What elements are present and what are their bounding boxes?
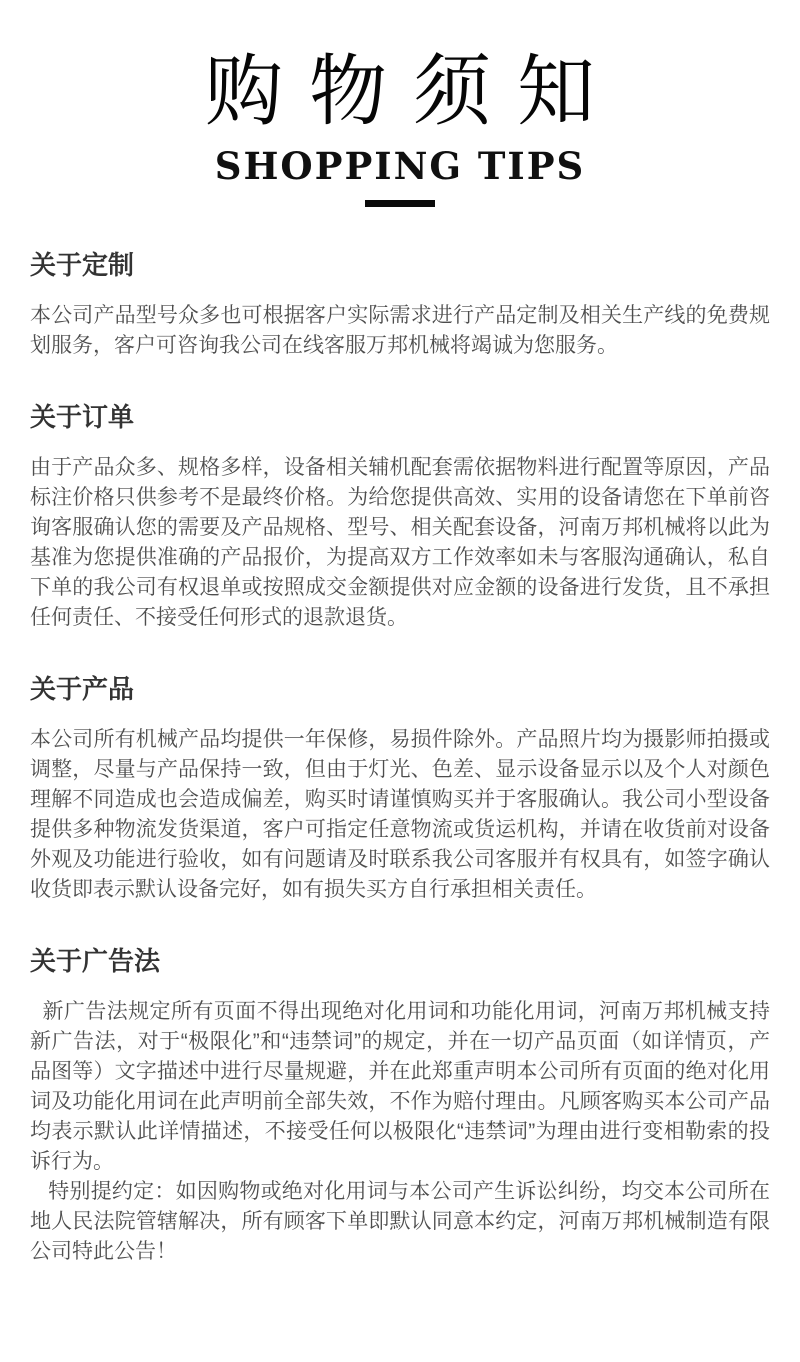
section-body-customization: 本公司产品型号众多也可根据客户实际需求进行产品定制及相关生产线的免费规划服务，客户可咨询我公司在线客服万邦机械将竭诚为您服务。 [30,303,770,357]
page-subtitle: SHOPPING TIPS [214,143,586,188]
section-heading-products: 关于产品 [30,673,135,704]
section-body-products: 本公司所有机械产品均提供一年保修，易损件除外。产品照片均为摄影师拍摄或调整，尽量与产品保持一致，但由于灯光、色差、显示设备显示以及个人对颜色理解不同造成也会造成偏差，购买时请谨慎购买并于客服确认。我公司小型设备提供多种物流发货渠道，客户可指定任意物流或货运机构，并请在收货前对设备外观及功能进行验收，如有问题请及时联系我公司客服并有权具有，如签字确认收货即表示默认设备完好，如有损失买方自行承担相关责任。 [30,727,770,901]
section-body-ad-law-special-note: 特别提约定：如因购物或绝对化用词与本公司产生诉讼纠纷，均交本公司所在地人民法院管辖解决，所有顾客下单即默认同意本约定，河南万邦机械制造有限公司特此公告！ [30,1179,770,1263]
title-underline-bar [365,200,435,207]
section-heading-ad-law: 关于广告法 [30,945,161,976]
section-body-ad-law: 新广告法规定所有页面不得出现绝对化用词和功能化用词，河南万邦机械支持新广告法，对于“极限化”和“违禁词”的规定，并在一切产品页面（如详情页，产品图等）文字描述中进行尽量规避，并在此郑重声明本公司所有页面的绝对化用词及功能化用词在此声明前全部失效，不作为赔付理由。凡顾客购买本公司产品均表示默认此详情描述，不接受任何以极限化“违禁词”为理由进行变相勒索的投诉行为。 [30,999,771,1173]
section-body-orders: 由于产品众多、规格多样，设备相关辅机配套需依据物料进行配置等原因，产品标注价格只供参考不是最终价格。为给您提供高效、实用的设备请您在下单前咨询客服确认您的需要及产品规格、型号、相关配套设备，河南万邦机械将以此为基准为您提供准确的产品报价，为提高双方工作效率如未与客服沟通确认，私自下单的我公司有权退单或按照成交金额提供对应金额的设备进行发货，且不承担任何责任、不接受任何形式的退款退货。 [30,455,770,629]
section-heading-orders: 关于订单 [30,401,135,432]
content-area [0,249,800,1267]
page-header [0,0,800,207]
section-heading-customization: 关于定制 [30,249,135,280]
page-title: 购物须知 [204,47,621,137]
